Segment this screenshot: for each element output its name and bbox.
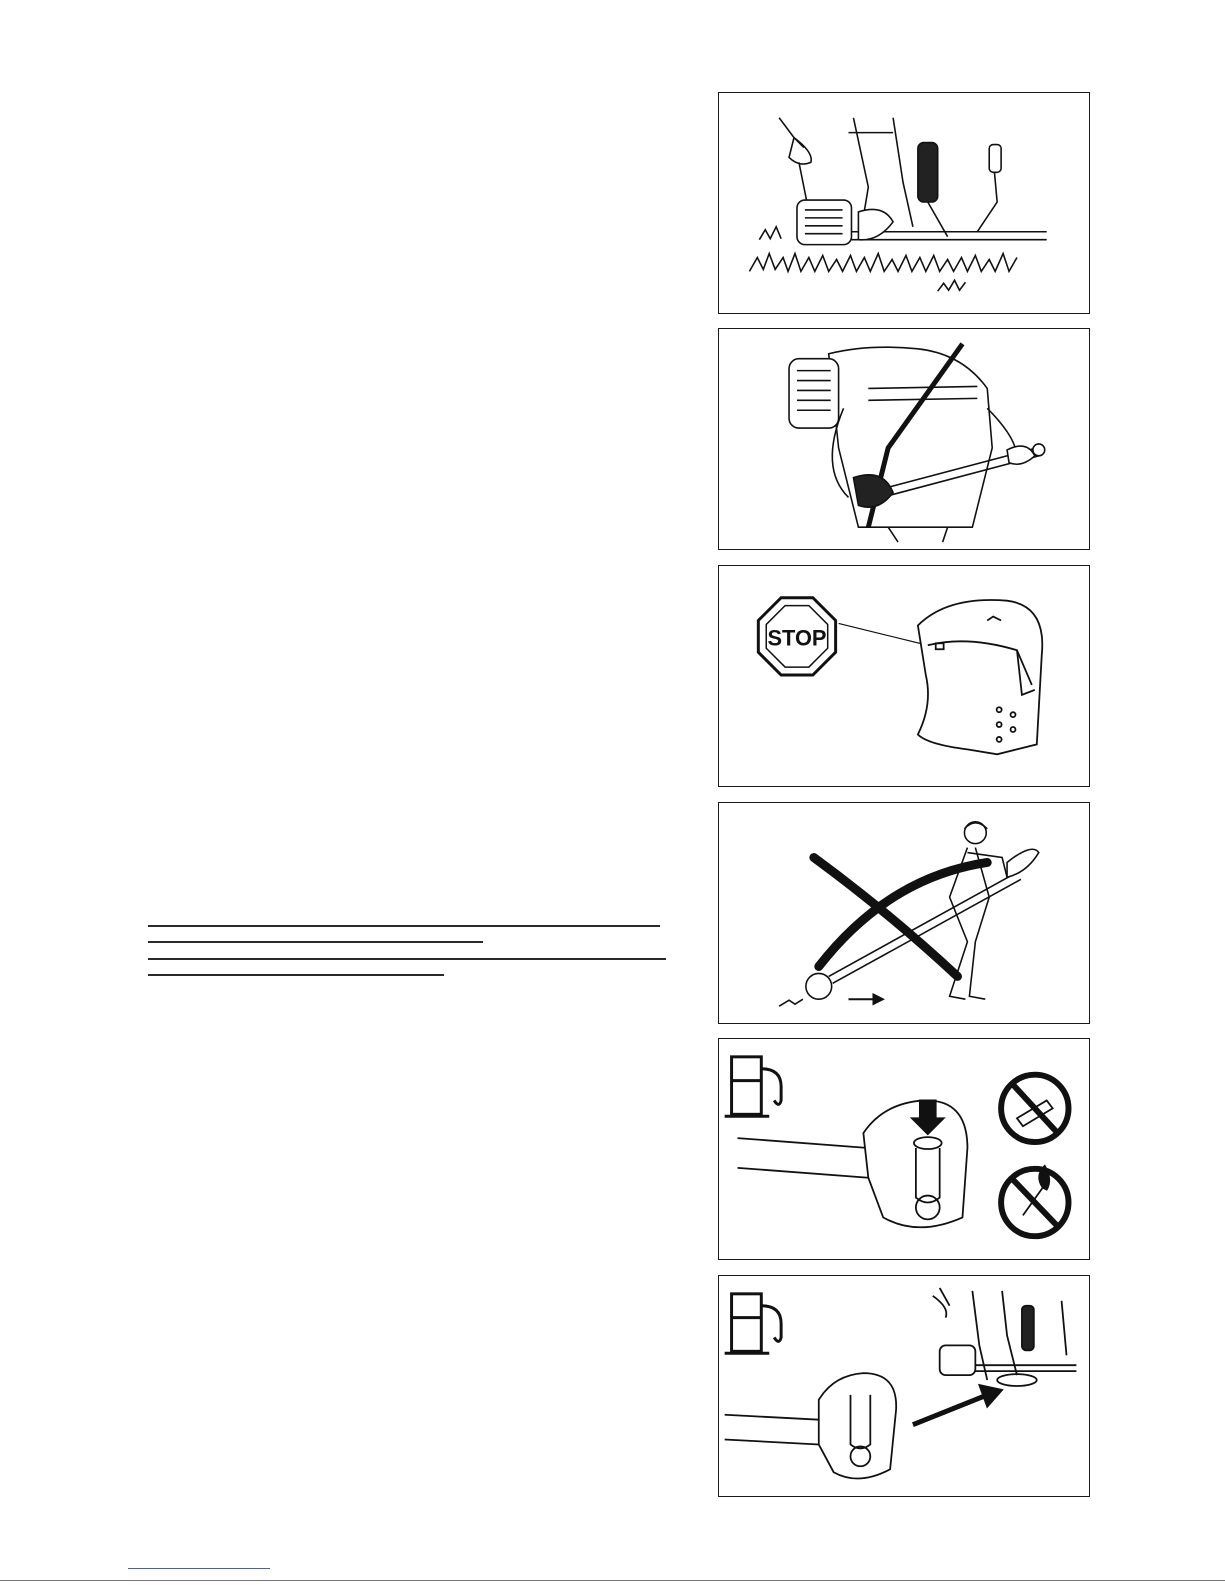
page-bottom-rule (0, 1580, 1225, 1581)
text-underline-1 (148, 925, 660, 927)
figure-incorrect-posture (718, 802, 1090, 1024)
figure-shoulder-harness (718, 328, 1090, 550)
no-open-flame-icon (1001, 1166, 1068, 1236)
figure-stop-switch (718, 565, 1090, 787)
start-engine-illustration (719, 93, 1089, 313)
move-away-illustration (719, 1276, 1089, 1496)
stop-switch-illustration (719, 566, 1089, 786)
footer-link-underline[interactable] (128, 1568, 270, 1569)
refuel-illustration (719, 1039, 1089, 1259)
harness-illustration (719, 329, 1089, 549)
figure-refuel-warnings (718, 1038, 1090, 1260)
text-underline-3 (148, 958, 666, 960)
fuel-pump-icon (725, 1057, 781, 1116)
figure-move-away (718, 1275, 1090, 1497)
fuel-pump-icon (725, 1294, 781, 1353)
text-underline-2 (148, 941, 483, 943)
stop-sign-label: STOP (767, 625, 827, 651)
incorrect-posture-illustration (719, 803, 1089, 1023)
figure-start-engine (718, 92, 1090, 314)
no-smoking-icon (1001, 1075, 1068, 1142)
text-underline-4 (148, 974, 444, 976)
